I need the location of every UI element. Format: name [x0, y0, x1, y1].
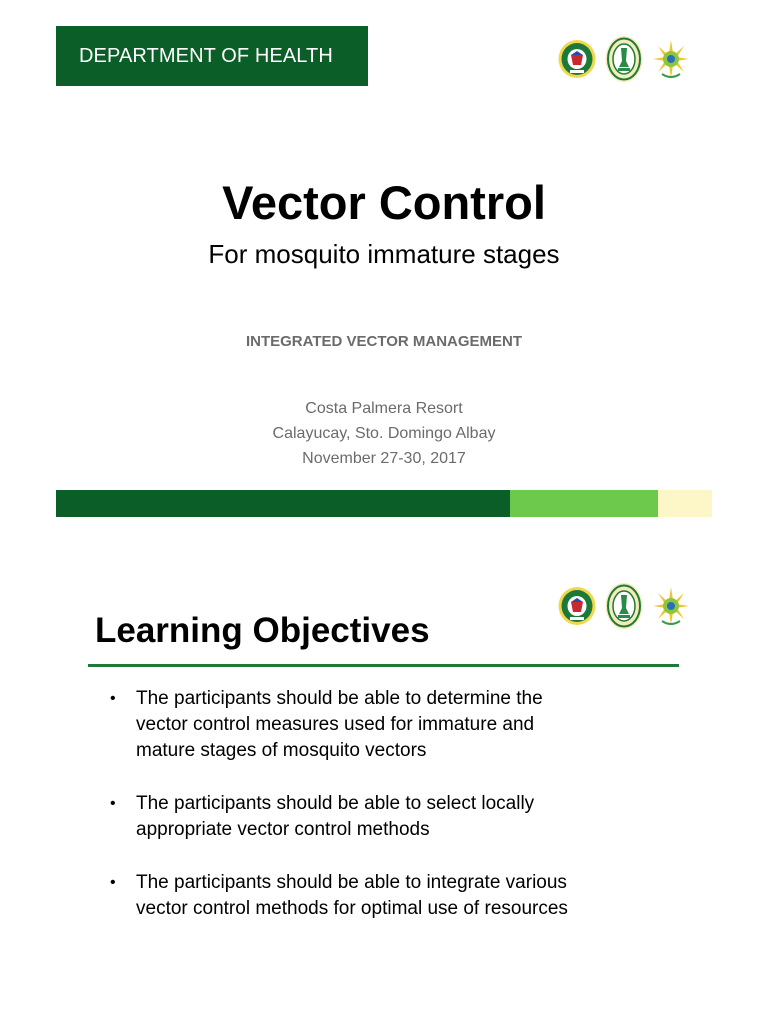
venue-name: Costa Palmera Resort — [305, 400, 463, 417]
objectives-heading: Learning Objectives — [95, 611, 430, 650]
bullet-icon: • — [110, 874, 116, 891]
list-item — [110, 870, 670, 922]
presentation-title: Vector Control — [222, 176, 546, 229]
department-banner: DEPARTMENT OF HEALTH — [56, 26, 368, 86]
objectives-slide — [0, 545, 768, 1024]
logo-group — [558, 581, 690, 631]
heading-divider — [88, 664, 679, 667]
microscope-seal-icon — [605, 581, 643, 631]
sun-emblem-icon — [652, 581, 690, 631]
color-bar-pale-yellow — [658, 490, 712, 517]
objective-line: vector control methods for optimal use of resources — [136, 898, 568, 919]
sun-emblem-icon — [652, 34, 690, 84]
objective-line: The participants should be able to integrate various — [136, 872, 567, 893]
program-name: INTEGRATED VECTOR MANAGEMENT — [245, 333, 523, 350]
bullet-icon: • — [110, 690, 116, 707]
list-item — [110, 791, 670, 843]
objective-line: mature stages of mosquito vectors — [136, 740, 427, 761]
objective-line: The participants should be able to select locally — [136, 793, 535, 814]
presentation-subtitle: For mosquito immature stages — [208, 239, 560, 269]
venue-block — [0, 396, 768, 471]
objectives-list — [110, 686, 670, 949]
doh-seal-icon — [558, 34, 596, 84]
list-item — [110, 686, 670, 764]
event-dates: November 27-30, 2017 — [302, 450, 466, 467]
objective-line: vector control measures used for immature and — [136, 714, 535, 735]
color-bar-light-green — [510, 490, 658, 517]
color-bar-dark-green — [56, 490, 510, 517]
logo-group — [558, 34, 690, 84]
objective-line: appropriate vector control methods — [136, 819, 430, 840]
objective-line: The participants should be able to determine the — [136, 688, 543, 709]
footer-color-bar — [56, 490, 712, 517]
venue-address: Calayucay, Sto. Domingo Albay — [272, 425, 496, 442]
doh-seal-icon — [558, 581, 596, 631]
bullet-icon: • — [110, 795, 116, 812]
microscope-seal-icon — [605, 34, 643, 84]
